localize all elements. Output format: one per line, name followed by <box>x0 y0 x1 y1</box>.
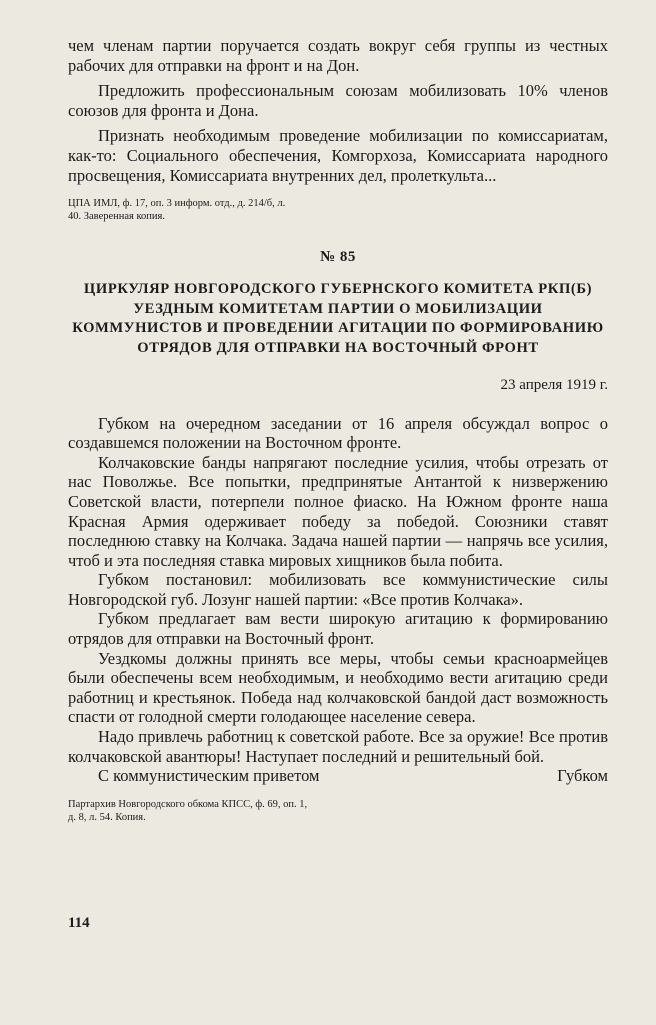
closing-line <box>68 766 608 786</box>
body-paragraph: Губком предлагает вам вести широкую агитацию к формированию отрядов для отправки на Восточный фронт. <box>68 609 608 649</box>
page-content <box>68 36 608 824</box>
page-number: 114 <box>68 915 90 931</box>
document-date: 23 апреля 1919 г. <box>500 376 608 393</box>
archive-source-1: ЦПА ИМЛ, ф. 17, оп. 3 информ. отд., д. 214/б, л. 40. Заверенная копия. <box>68 198 286 223</box>
body-paragraph: Уездкомы должны принять все меры, чтобы семьи красноармейцев были обеспечены всем необходимым, и необходимо вести агитацию среди работниц и крестьянок. Победа над колчаковской бандой даст возможность спасти от голодной смерти голодающее население севера. <box>68 648 608 727</box>
body-paragraph: Колчаковские банды напрягают последние усилия, чтобы отрезать от нас Поволжье. Все попытки, предпринятые Антантой к низвержению Советской власти, потерпели полное фиаско. На Южном фронте наша Красная Армия одерживает победу за победой. Союзники ставят последнюю ставку на Колчака. Задача нашей партии — напрячь все усилия, чтоб и эта последняя ставка мировых хищников была побита. <box>68 452 608 570</box>
paragraph-unions: Предложить профессиональным союзам мобилизовать 10% членов союзов для фронта и Дона. <box>68 81 608 120</box>
body-paragraph: Надо привлечь работниц к советской работе. Все за оружие! Все против колчаковской авантюры! Наступает последний и решительный бой. <box>68 727 608 766</box>
paragraph-continued: чем членам партии поручается создать вокруг себя группы из честных рабочих для отправки на фронт и на Дон. <box>68 36 608 75</box>
body-paragraph: Губком на очередном заседании от 16 апреля обсуждал вопрос о создавшемся положении на Восточном фронте. <box>68 413 608 453</box>
document-title: ЦИРКУЛЯР НОВГОРОДСКОГО ГУБЕРНСКОГО КОМИТЕТА РКП(Б) УЕЗДНЫМ КОМИТЕТАМ ПАРТИИ О МОБИЛИЗАЦИИ КОММУНИСТОВ И ПРОВЕДЕНИИ АГИТАЦИИ ПО ФОРМИРОВАНИЮ ОТРЯДОВ ДЛЯ ОТПРАВКИ НА ВОСТОЧНЫЙ ФРОНТ <box>72 281 604 356</box>
signature: Губком <box>557 766 608 786</box>
document-number: № 85 <box>320 249 356 266</box>
paragraph-commissariats: Признать необходимым проведение мобилизации по комиссариатам, как-то: Социального обеспечения, Комгорхоза, Комиссариата народного просвещения, Комиссариата внутренних дел, пролеткульта... <box>68 126 608 185</box>
body-paragraph: Губком постановил: мобилизовать все коммунистические силы Новгородской губ. Лозунг нашей партии: «Все против Колчака». <box>68 570 608 609</box>
archive-source-2: Партархив Новгородского обкома КПСС, ф. 69, оп. 1, д. 8, л. 54. Копия. <box>68 798 308 823</box>
closing-greeting: С коммунистическим приветом <box>98 766 320 786</box>
